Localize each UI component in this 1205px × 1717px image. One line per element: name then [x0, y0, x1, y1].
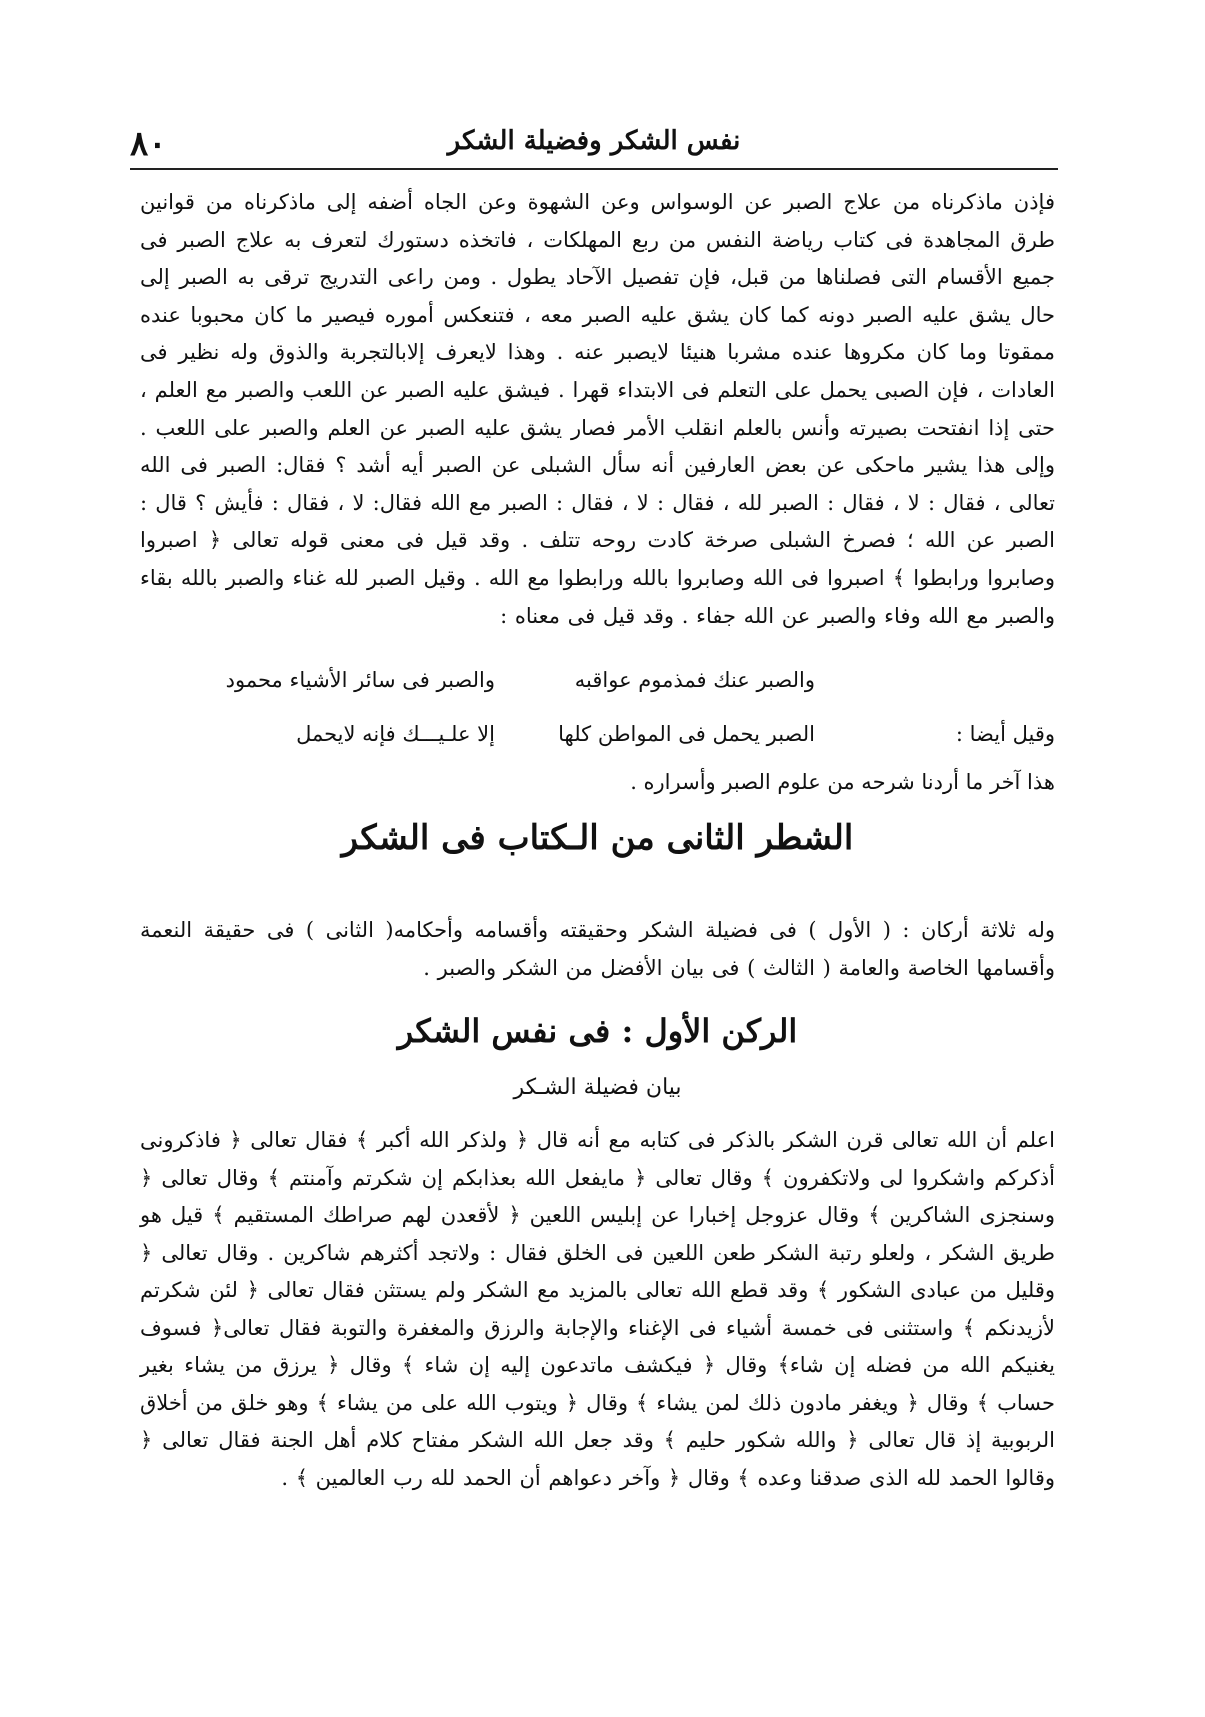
sub-heading: بيان فضيلة الشـكر	[513, 1075, 682, 1100]
running-title: نفس الشكر وفضيلة الشكر	[447, 126, 741, 156]
verse-1-second-hemistich: والصبر فى سائر الأشياء محمود	[225, 668, 495, 692]
verse-1-first-hemistich: والصبر عنك فمذموم عواقبه	[574, 668, 815, 692]
verse-2-intro: وقيل أيضا :	[955, 722, 1055, 746]
poetry-verse-1	[140, 668, 1055, 708]
closing-line: هذا آخر ما أردنا شرحه من علوم الصبر وأسراره .	[630, 770, 1055, 794]
page-number: ٨٠	[130, 124, 167, 164]
paragraph-pillars-overview: وله ثلاثة أركان : ( الأول ) فى فضيلة الشكر وحقيقته وأقسامه وأحكامه( الثانى ) فى حقيقة النعمة وأقسامها الخاصة والعامة ( الثالث ) فى بيان الأفضل من الشكر والصبر .	[140, 918, 1055, 980]
verse-2-first-hemistich: الصبر يحمل فى المواطن كلها	[558, 722, 815, 746]
pillar-heading: الركن الأول : فى نفس الشكر	[397, 1012, 798, 1050]
verse-2-second-hemistich: إلا علـيـــك فإنه لايحمل	[296, 722, 495, 746]
paragraph-patience-conclusion: فإذن ماذكرناه من علاج الصبر عن الوسواس وعن الشهوة وعن الجاه أضفه إلى ماذكرناه من قوانين طرق المجاهدة فى كتاب رياضة النفس من ربع المهلكات ، فاتخذه دستورك لتعرف به علاج الصبر فى جميع الأقسام التى فصلناها من قبل، فإن تفصيل الآحاد يطول . ومن راعى التدريج ترقى به الصبر إلى حال يشق عليه الصبر دونه كما كان يشق عليه الصبر معه ، فتنعكس أموره فيصير ما كان محبوبا عنده ممقوتا وما كان مكروها عنده مشربا هنيئا لايصبر عنه . وهذا لايعرف إلابالتجربة والذوق وله نظير فى العادات ، فإن الصبى يحمل على التعلم فى الابتداء قهرا . فيشق عليه الصبر عن اللعب والصبر مع العلم ، حتى إذا انفتحت بصيرته وأنس بالعلم انقلب الأمر فصار يشق عليه الصبر عن العلم والصبر على اللعب . وإلى هذا يشير ماحكى عن بعض العارفين أنه سأل الشبلى عن الصبر أيه أشد ؟ فقال: الصبر فى الله تعالى ، فقال : لا ، فقال : الصبر لله ، فقال : لا ، فقال : الصبر مع الله فقال: لا ، فقال : فأيش ؟ قال : الصبر عن الله ؛ فصرخ الشبلى صرخة كادت روحه تتلف . وقد قيل فى معنى قوله تعالى ﴿ اصبروا وصابروا ورابطوا ﴾ اصبروا فى الله وصابروا بالله ورابطوا مع الله . وقيل الصبر لله غناء والصبر بالله بقاء والصبر مع الله وفاء والصبر عن الله جفاء . وقد قيل فى معناه :	[140, 190, 1055, 628]
section-heading: الشطر الثانى من الـكتاب فى الشكر	[341, 818, 854, 858]
poetry-verse-2	[140, 722, 1055, 762]
running-header	[130, 118, 1058, 170]
paragraph-virtue-of-gratitude: اعلم أن الله تعالى قرن الشكر بالذكر فى كتابه مع أنه قال ﴿ ولذكر الله أكبر ﴾ فقال تعالى ﴿ فاذكرونى أذكركم واشكروا لى ولاتكفرون ﴾ وقال تعالى ﴿ مايفعل الله بعذابكم إن شكرتم وآمنتم ﴾ وقال تعالى ﴿ وسنجزى الشاكرين ﴾ وقال عزوجل إخبارا عن إبليس اللعين ﴿ لأقعدن لهم صراطك المستقيم ﴾ قيل هو طريق الشكر ، ولعلو رتبة الشكر طعن اللعين فى الخلق فقال : ولاتجد أكثرهم شاكرين . وقال تعالى ﴿ وقليل من عبادى الشكور ﴾ وقد قطع الله تعالى بالمزيد مع الشكر ولم يستثن فقال تعالى ﴿ لئن شكرتم لأزيدنكم ﴾ واستثنى فى خمسة أشياء فى الإغناء والإجابة والرزق والمغفرة والتوبة فقال تعالى﴿ فسوف يغنيكم الله من فضله إن شاء﴾ وقال ﴿ فيكشف ماتدعون إليه إن شاء ﴾ وقال ﴿ يرزق من يشاء بغير حساب ﴾ وقال ﴿ ويغفر مادون ذلك لمن يشاء ﴾ وقال ﴿ ويتوب الله على من يشاء ﴾ وهو خلق من أخلاق الربوبية إذ قال تعالى ﴿ والله شكور حليم ﴾ وقد جعل الله الشكر مفتاح كلام أهل الجنة فقال تعالى ﴿ وقالوا الحمد لله الذى صدقنا وعده ﴾ وقال ﴿ وآخر دعواهم أن الحمد لله رب العالمين ﴾ .	[140, 1128, 1055, 1490]
